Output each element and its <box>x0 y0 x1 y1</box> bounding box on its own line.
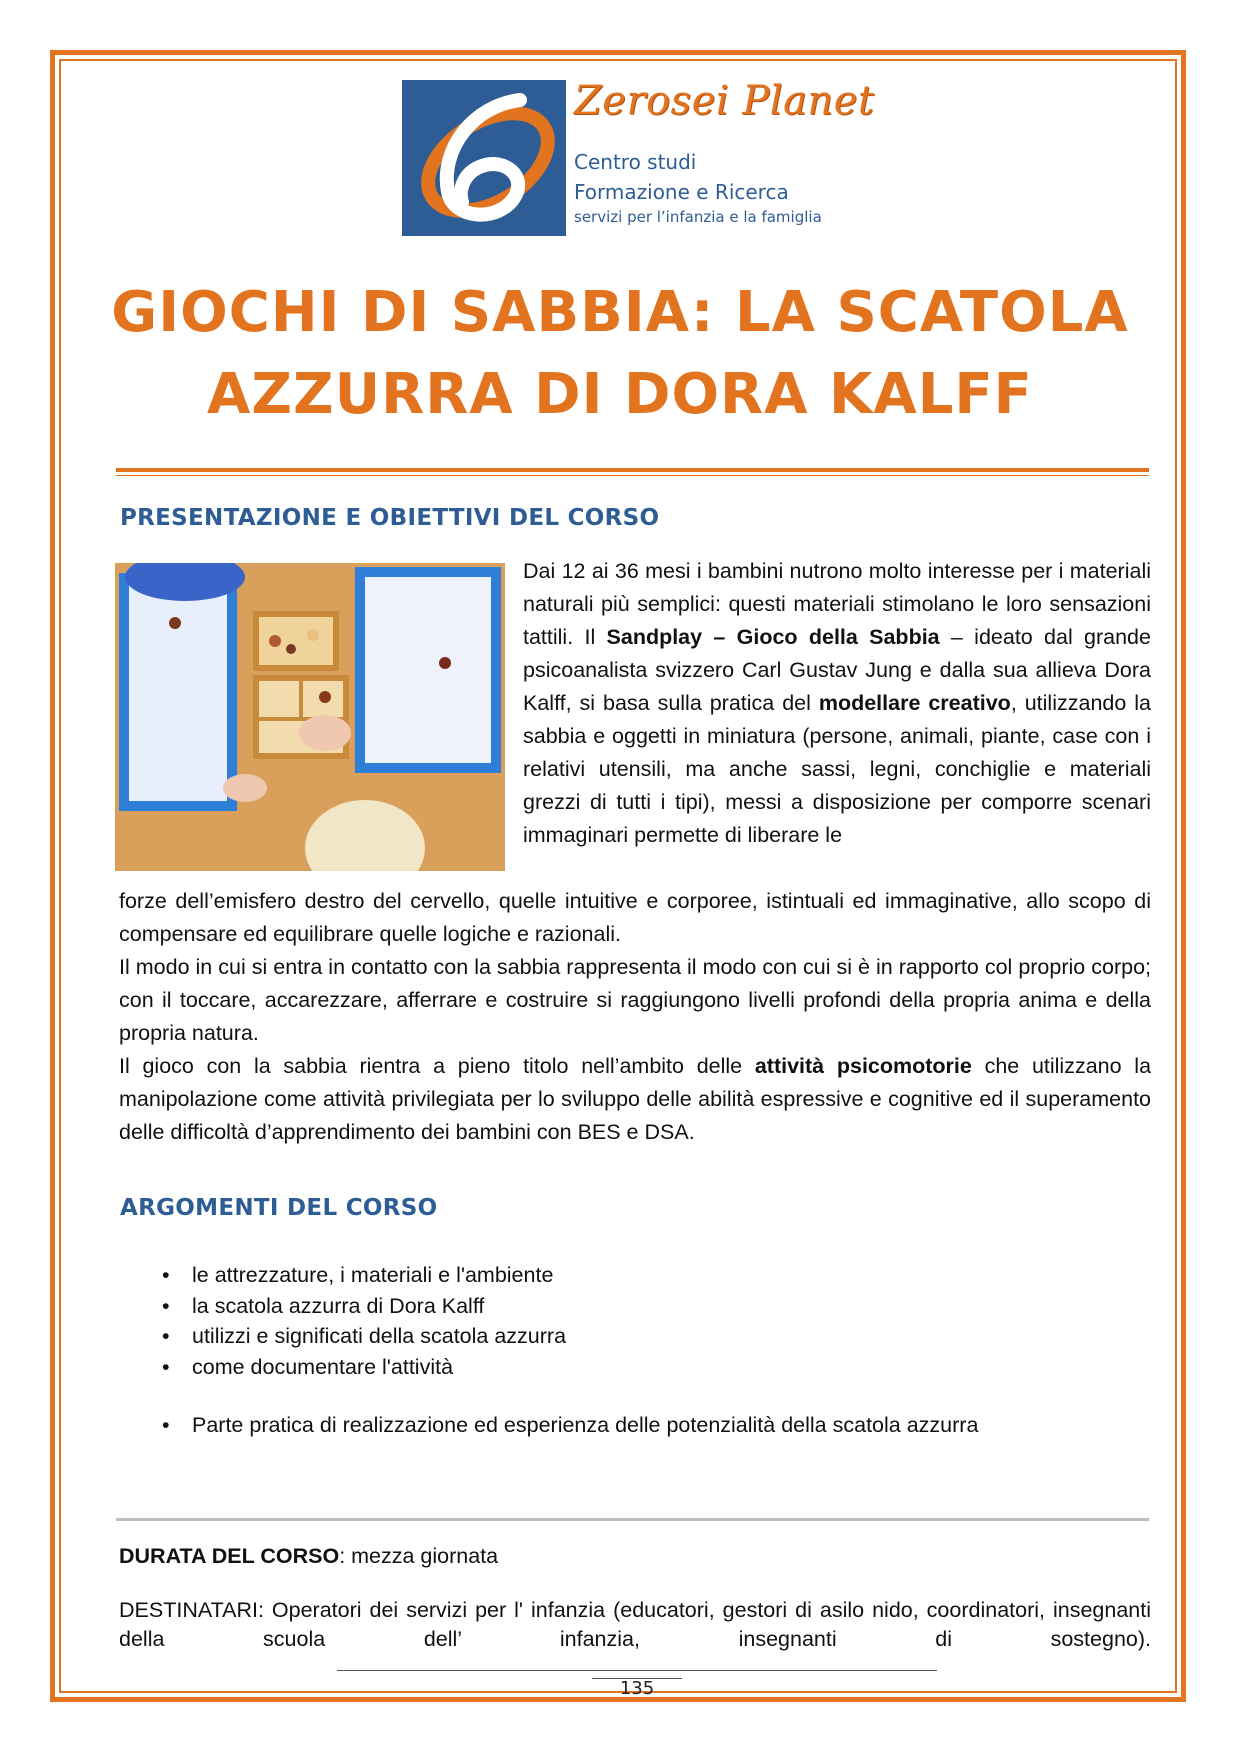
presentation-paragraph-1 <box>523 555 1151 852</box>
logo-name: Zerosei Planet <box>574 78 875 124</box>
logo-six-emblem <box>402 80 566 236</box>
presentation-paragraph-1-continued: forze dell’emisfero destro del cervello, quelle intuitive e corporee, istintuali ed immaginative, allo scopo di compensare ed equilibrare quelle logiche e razionali. <box>119 889 1151 946</box>
p1-bold-sandplay: Sandplay – Gioco della Sabbia <box>606 625 940 649</box>
bullet-icon: • <box>162 1413 170 1437</box>
presentation-paragraph-2: Il modo in cui si entra in contatto con la sabbia rappresenta il modo con cui si è in rapporto col proprio corpo; con il toccare, accarezzare, afferrare e costruire si raggiungono livelli profondi della propria anima e della propria natura. <box>119 955 1151 1045</box>
course-audience: DESTINATARI: Operatori dei servizi per l' infanzia (educatori, gestori di asilo nido, coordinatori, insegnanti della scuola dell’ infanzia, insegnanti di sostegno). <box>119 1598 1151 1651</box>
topics-list <box>162 1260 978 1441</box>
logo-tagline-2: Formazione e Ricerca <box>574 180 789 204</box>
topic-item <box>162 1352 978 1383</box>
topic-item-practical <box>162 1410 978 1441</box>
p3-text-c: che utilizzano la manipolazione come attività privilegiata per lo sviluppo delle abilità espressive e cognitive ed il superamento delle difficoltà d’apprendimento dei bambini con BES e DSA. <box>119 1054 1152 1144</box>
page-title <box>80 272 1160 436</box>
presentation-heading: PRESENTAZIONE E OBIETTIVI DEL CORSO <box>120 505 660 531</box>
topic-item <box>162 1260 978 1291</box>
course-duration <box>119 1540 1151 1573</box>
p1-bold-modellare: modellare creativo <box>818 691 1011 715</box>
topic-item <box>162 1291 978 1322</box>
topic-label: Parte pratica di realizzazione ed esperienza delle potenzialità della scatola azzurra <box>192 1413 979 1437</box>
logo-tagline-3: servizi per l’infanzia e la famiglia <box>574 208 822 226</box>
topics-heading: ARGOMENTI DEL CORSO <box>120 1195 438 1221</box>
bullet-icon: • <box>162 1354 170 1379</box>
p3-bold-psicomotorie: attività psicomotorie <box>754 1054 972 1078</box>
p1-text-c: – ideato dal grande psicoanalista svizzero Carl Gustav Jung e dalla sua allieva Dora Kalff, si basa sulla pratica del <box>523 625 1151 715</box>
bullet-icon: • <box>162 1324 170 1348</box>
title-line-1: GIOCHI DI SABBIA: LA SCATOLA <box>111 280 1129 345</box>
bullet-icon: • <box>162 1293 170 1318</box>
topic-label: la scatola azzurra di Dora Kalff <box>192 1293 485 1318</box>
title-divider-thin <box>116 475 1149 476</box>
title-divider-thick <box>116 468 1149 472</box>
sandplay-photo <box>115 563 505 871</box>
footer-divider <box>337 1670 937 1671</box>
p1-text-a: Dai 12 ai 36 mesi i bambini nutrono molto interesse per i materiali naturali più semplici: questi materiali stimolano le loro sensazioni tattili. Il <box>523 559 1151 649</box>
topic-item <box>162 1321 978 1352</box>
duration-divider <box>116 1518 1149 1521</box>
zerosei-planet-logo <box>402 78 875 236</box>
duration-label: DURATA DEL CORSO <box>119 1544 340 1568</box>
logo-tagline-1: Centro studi <box>574 150 697 174</box>
bullet-icon: • <box>162 1263 170 1287</box>
duration-value: : mezza giornata <box>339 1544 499 1568</box>
p1-text-e: , utilizzando la sabbia e oggetti in miniatura (persone, animali, piante, case con i relativi utensili, ma anche sassi, legni, conchiglie e materiali grezzi di tutti i tipi), messi a disposizione per comporre scenari immaginari permette di liberare le <box>523 691 1151 847</box>
topic-label: utilizzi e significati della scatola azzurra <box>192 1324 567 1348</box>
p3-text-a: Il gioco con la sabbia rientra a pieno titolo nell’ambito delle <box>119 1054 755 1078</box>
topic-label: le attrezzature, i materiali e l'ambiente <box>192 1263 554 1287</box>
topic-label: come documentare l'attività <box>192 1354 454 1379</box>
page-number: 135 <box>619 1678 655 1699</box>
title-line-2: AZZURRA DI DORA KALFF <box>207 362 1033 427</box>
presentation-paragraph-3 <box>119 1050 1151 1149</box>
